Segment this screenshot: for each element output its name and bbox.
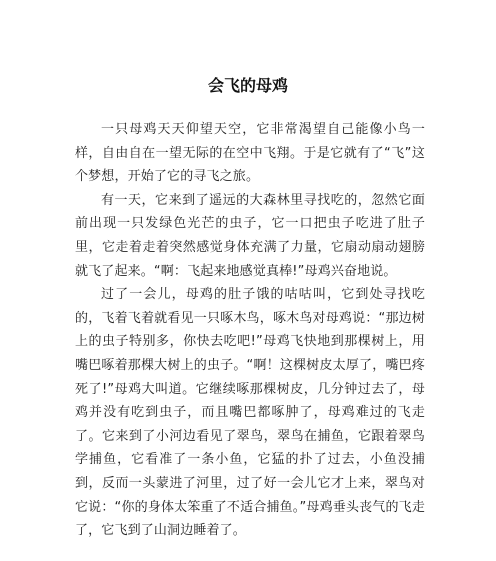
paragraph: 一只母鸡天天仰望天空，它非常渴望自己能像小鸟一样，自由自在一望无际的在空中飞翔。于是它就有了“飞”这个梦想，开始了它的寻飞之旅。: [75, 122, 425, 185]
paragraph: 过了一会儿，母鸡的肚子饿的咕咕叫，它到处寻找吃的，飞着飞着就看见一只啄木鸟，啄木鸟对母鸡说：“那边树上的虫子特别多，你快去吃吧!”母鸡飞快地到那棵树上，用嘴巴啄着那棵大树上的虫子。“啊！这棵树皮太厚了，嘴巴疼死了!”母鸡大叫道。它继续啄那棵树皮，几分钟过去了，母鸡并没有吃到虫子，而且嘴巴都啄肿了，母鸡难过的飞走了。它来到了小河边看见了翠鸟，翠鸟在捕鱼，它跟着翠鸟学捕鱼，它看准了一条小鱼，它猛的扑了过去，小鱼没捕到，反而一头蒙进了河里，过了好一会儿它才上来，翠鸟对它说：“你的身体太笨重了不适合捕鱼。”母鸡垂头丧气的飞走了，它飞到了山洞边睡着了。: [75, 287, 425, 539]
paragraph: 有一天，它来到了遥远的大森林里寻找吃的，忽然它面前出现一只发绿色光芒的虫子，它一口把虫子吃进了肚子里，它走着走着突然感觉身体充满了力量，它扇动扇动翅膀就飞了起来。“啊：飞起来地感觉真棒!”母鸡兴奋地说。: [75, 192, 425, 279]
page-title: 会飞的母鸡: [207, 76, 288, 95]
article-body: [75, 118, 425, 543]
